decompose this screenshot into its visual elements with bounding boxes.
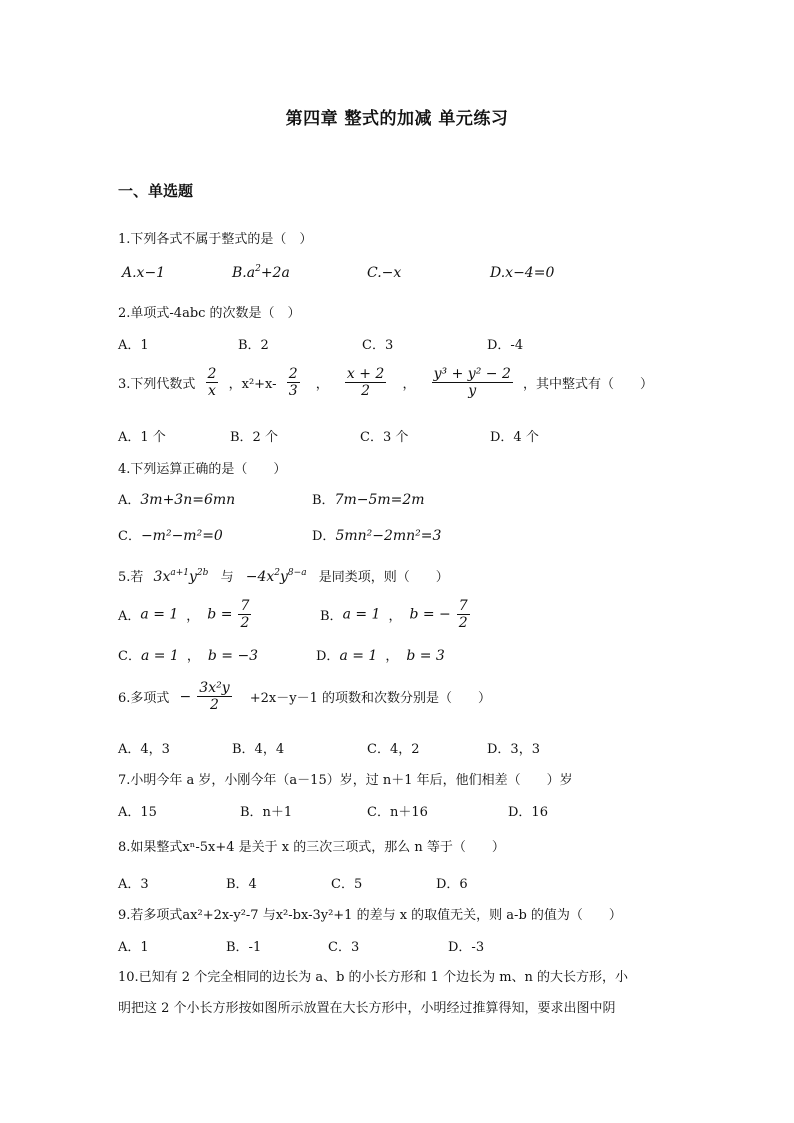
- q2-option-a: A．1: [118, 338, 149, 353]
- q6-option-d: D．3，3: [487, 742, 540, 757]
- q7-option-b: B．n＋1: [240, 805, 293, 820]
- question-1-stem: 1.下列各式不属于整式的是（ ）: [118, 232, 313, 247]
- q3-fraction-3: $\frac{x + 2}{2}$: [346, 366, 385, 399]
- q2-option-d: D．-4: [487, 338, 524, 353]
- q1-option-b: $B.a^2+2a$: [232, 264, 290, 281]
- q1-option-a: A.x−1: [122, 265, 166, 281]
- question-9-stem: 9.若多项式ax²+2x-y²-7 与x²-bx-3y²+1 的差与 x 的取值无关，则 a-b 的值为（ ）: [118, 908, 622, 923]
- question-5-stem: 5.若 $3x^{a+1}y^{2b}$ 与 $-4x^2y^{8-a}$ 是同类项，则（ ）: [118, 568, 449, 585]
- q9-option-d: D．-3: [448, 940, 485, 955]
- q3-option-d: D．4 个: [490, 430, 539, 445]
- page-title: 第四章 整式的加减 单元练习: [285, 109, 509, 129]
- q6-option-a: A．4，3: [118, 742, 170, 757]
- q3-option-a: A．1 个: [118, 430, 166, 445]
- q4-option-a: A．3m+3n=6mn: [118, 492, 236, 508]
- q6-fraction: $\frac{\text{3x²y}}{2}$: [199, 680, 230, 713]
- q3-option-c: C．3 个: [360, 430, 409, 445]
- q7-option-a: A．15: [118, 805, 157, 820]
- q1-option-d: D.x−4=0: [490, 265, 555, 281]
- question-10-line-1: 10.已知有 2 个完全相同的边长为 a、b 的小长方形和 1 个边长为 m、n 的大长方形，小: [118, 970, 629, 985]
- q4-option-c: C．−m²−m²=0: [118, 528, 223, 544]
- q2-option-b: B．2: [238, 338, 269, 353]
- q2-option-c: C．3: [362, 338, 394, 353]
- q8-option-d: D．6: [436, 877, 468, 892]
- q8-option-a: A．3: [118, 877, 149, 892]
- question-10-line-2: 明把这 2 个小长方形按如图所示放置在大长方形中，小明经过推算得知，要求出图中阴: [118, 1001, 616, 1016]
- q9-option-c: C．3: [328, 940, 360, 955]
- q5-option-c: C．a = 1 ， b = −3: [118, 648, 259, 664]
- section-heading: 一、单选题: [118, 182, 194, 200]
- q7-option-d: D．16: [508, 805, 548, 820]
- question-2-stem: 2.单项式-4abc 的次数是（ ）: [118, 306, 301, 321]
- q8-option-c: C．5: [331, 877, 363, 892]
- q3-fraction-1: $\frac{2}{x}$: [207, 366, 217, 399]
- q6-option-c: C．4，2: [367, 742, 420, 757]
- q5-a-fraction: $\frac{7}{2}$: [240, 598, 250, 631]
- q4-option-b: B．7m−5m=2m: [312, 492, 425, 508]
- q4-option-d: D．5mn²−2mn²=3: [312, 528, 442, 544]
- q9-option-a: A．1: [118, 940, 149, 955]
- q3-fraction-4: $\frac{\text{y³ + y² − 2}}{y}$: [433, 366, 511, 399]
- question-6-stem: 6.多项式 − $\frac{\text{3x²y}}{2}$ +2x－y－1 的项数和次数分别是（ ）: [118, 680, 491, 713]
- q5-option-b: B．a = 1 ， b = − $\frac{7}{2}$: [320, 598, 468, 631]
- q1-option-c: C.−x: [367, 265, 402, 281]
- q8-option-b: B．4: [226, 877, 257, 892]
- question-8-stem: 8.如果整式xⁿ-5x+4 是关于 x 的三次三项式，那么 n 等于（ ）: [118, 840, 505, 855]
- q7-option-c: C．n＋16: [367, 805, 428, 820]
- q5-option-a: A．a = 1 ， b = $\frac{7}{2}$: [118, 598, 250, 631]
- q6-option-b: B．4，4: [232, 742, 285, 757]
- q3-fraction-2: $\frac{2}{3}$: [288, 366, 298, 399]
- question-3-stem: 3.下列代数式 $\frac{2}{x}$ ，x²+x- $\frac{2}{3}$ ， $\frac{x + 2}{2}$ ， $\frac{\text{y³ + y² − 2}}{y}$ ，其中整式有（ ）: [118, 366, 654, 399]
- question-4-stem: 4.下列运算正确的是（ ）: [118, 462, 287, 477]
- q5-option-d: D．a = 1 ， b = 3: [316, 648, 445, 664]
- q3-option-b: B．2 个: [230, 430, 278, 445]
- q9-option-b: B．-1: [226, 940, 262, 955]
- question-7-stem: 7.小明今年 a 岁，小刚今年（a－15）岁，过 n＋1 年后，他们相差（ ）岁: [118, 773, 573, 788]
- q5-b-fraction: $\frac{7}{2}$: [458, 598, 468, 631]
